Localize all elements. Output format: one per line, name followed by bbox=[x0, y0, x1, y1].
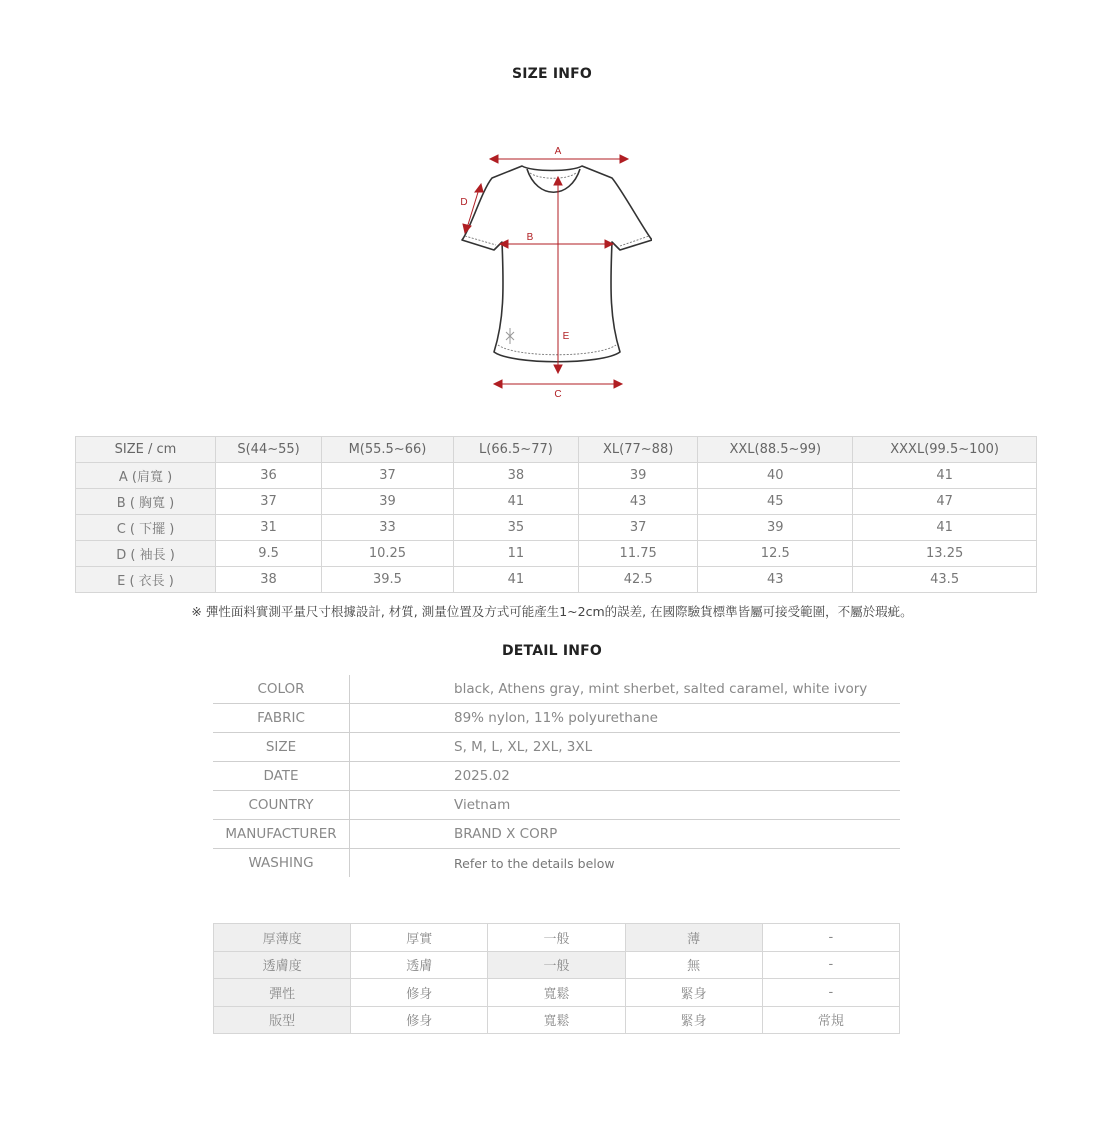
detail-value-manufacturer: BRAND X CORP bbox=[350, 820, 901, 849]
table-cell: 33 bbox=[322, 515, 454, 541]
detail-label-country: COUNTRY bbox=[213, 791, 350, 820]
table-cell: 37 bbox=[216, 489, 322, 515]
table-row bbox=[76, 567, 1037, 593]
fabric-option: 寬鬆 bbox=[488, 1006, 625, 1034]
fabric-option: 常規 bbox=[762, 1006, 899, 1034]
size-header-cell: XL(77~88) bbox=[579, 437, 698, 463]
size-table bbox=[75, 436, 1037, 593]
fabric-row-label: 透膚度 bbox=[214, 951, 351, 979]
table-cell: 37 bbox=[322, 463, 454, 489]
fabric-option: - bbox=[762, 951, 899, 979]
table-cell: 39 bbox=[698, 515, 853, 541]
detail-row bbox=[213, 791, 900, 820]
fabric-option: 修身 bbox=[351, 1006, 488, 1034]
detail-value-color: black, Athens gray, mint sherbet, salted caramel, white ivory bbox=[350, 675, 901, 704]
detail-row bbox=[213, 762, 900, 791]
table-cell: 39 bbox=[322, 489, 454, 515]
table-cell: 11 bbox=[453, 541, 578, 567]
table-cell: 42.5 bbox=[579, 567, 698, 593]
measure-e-arrow-bottom bbox=[554, 365, 562, 373]
table-cell: 43 bbox=[698, 567, 853, 593]
table-cell: 39 bbox=[579, 463, 698, 489]
fabric-row bbox=[214, 924, 900, 952]
detail-value-washing: Refer to the details below bbox=[454, 855, 615, 871]
table-cell: 39.5 bbox=[322, 567, 454, 593]
size-header-cell: SIZE / cm bbox=[76, 437, 216, 463]
fabric-option: 寬鬆 bbox=[488, 979, 625, 1007]
detail-row bbox=[213, 820, 900, 849]
table-cell: 9.5 bbox=[216, 541, 322, 567]
tshirt-outline bbox=[462, 166, 652, 362]
detail-row bbox=[213, 733, 900, 762]
table-cell: 43.5 bbox=[853, 567, 1037, 593]
label-a: A bbox=[554, 146, 562, 157]
fabric-option: 緊身 bbox=[625, 1006, 762, 1034]
logo-mark bbox=[506, 328, 514, 344]
fabric-row bbox=[214, 951, 900, 979]
detail-info-title: DETAIL INFO bbox=[501, 643, 603, 659]
measure-c-arrow-right bbox=[614, 380, 622, 388]
size-header-cell: S(44~55) bbox=[216, 437, 322, 463]
row-label: B ( 胸寬 ) bbox=[76, 489, 216, 515]
measure-c-arrow-left bbox=[494, 380, 502, 388]
table-cell: 36 bbox=[216, 463, 322, 489]
table-row bbox=[76, 515, 1037, 541]
table-cell: 41 bbox=[453, 567, 578, 593]
fabric-option: 厚實 bbox=[351, 924, 488, 952]
detail-row bbox=[213, 704, 900, 733]
detail-label-fabric: FABRIC bbox=[213, 704, 350, 733]
detail-row bbox=[213, 675, 900, 704]
detail-value-fabric: 89% nylon, 11% polyurethane bbox=[350, 704, 901, 733]
detail-label-washing: WASHING bbox=[213, 849, 350, 878]
fabric-row bbox=[214, 1006, 900, 1034]
size-header-cell: L(66.5~77) bbox=[453, 437, 578, 463]
label-c: C bbox=[554, 389, 562, 400]
row-label: E ( 衣長 ) bbox=[76, 567, 216, 593]
row-label: D ( 袖長 ) bbox=[76, 541, 216, 567]
label-d: D bbox=[460, 197, 468, 208]
table-row bbox=[76, 541, 1037, 567]
label-b: B bbox=[526, 232, 534, 243]
tshirt-measurement-diagram bbox=[452, 140, 652, 402]
table-cell: 35 bbox=[453, 515, 578, 541]
row-label: A (肩寬 ) bbox=[76, 463, 216, 489]
table-cell: 13.25 bbox=[853, 541, 1037, 567]
table-cell: 40 bbox=[698, 463, 853, 489]
fabric-row-label: 厚薄度 bbox=[214, 924, 351, 952]
fabric-row-label: 彈性 bbox=[214, 979, 351, 1007]
detail-label-color: COLOR bbox=[213, 675, 350, 704]
fabric-option: 緊身 bbox=[625, 979, 762, 1007]
fabric-option: 修身 bbox=[351, 979, 488, 1007]
size-info-title: SIZE INFO bbox=[511, 66, 593, 82]
table-cell: 45 bbox=[698, 489, 853, 515]
fabric-option: - bbox=[762, 979, 899, 1007]
row-label: C ( 下擺 ) bbox=[76, 515, 216, 541]
size-header-cell: XXXL(99.5~100) bbox=[853, 437, 1037, 463]
table-cell: 10.25 bbox=[322, 541, 454, 567]
detail-label-manufacturer: MANUFACTURER bbox=[213, 820, 350, 849]
table-cell: 41 bbox=[853, 463, 1037, 489]
table-cell: 11.75 bbox=[579, 541, 698, 567]
detail-label-size: SIZE bbox=[213, 733, 350, 762]
table-cell: 38 bbox=[216, 567, 322, 593]
measurement-note: ※ 彈性面料實測平量尺寸根據設計, 材質, 測量位置及方式可能產生1~2cm的誤差, 在國際驗貨標準皆屬可接受範圍，不屬於瑕疵。 bbox=[191, 604, 913, 619]
table-cell: 31 bbox=[216, 515, 322, 541]
fabric-properties-table bbox=[213, 923, 900, 1034]
table-cell: 12.5 bbox=[698, 541, 853, 567]
fabric-option: 一般 bbox=[488, 924, 625, 952]
detail-label-date: DATE bbox=[213, 762, 350, 791]
detail-value-country: Vietnam bbox=[350, 791, 901, 820]
fabric-option: 薄 bbox=[625, 924, 762, 952]
table-cell: 41 bbox=[453, 489, 578, 515]
table-row bbox=[76, 489, 1037, 515]
measure-d-arrow-top bbox=[475, 184, 483, 192]
fabric-option: 透膚 bbox=[351, 951, 488, 979]
table-cell: 41 bbox=[853, 515, 1037, 541]
size-table-header bbox=[76, 437, 1037, 463]
measure-b-arrow-left bbox=[500, 240, 508, 248]
fabric-option: - bbox=[762, 924, 899, 952]
detail-row bbox=[213, 849, 900, 878]
detail-value-date: 2025.02 bbox=[350, 762, 901, 791]
fabric-option: 無 bbox=[625, 951, 762, 979]
fabric-option: 一般 bbox=[488, 951, 625, 979]
table-cell: 47 bbox=[853, 489, 1037, 515]
measure-a-arrow-right bbox=[620, 155, 628, 163]
seam-stitches bbox=[465, 173, 649, 355]
table-row bbox=[76, 463, 1037, 489]
detail-table bbox=[213, 675, 900, 877]
table-cell: 37 bbox=[579, 515, 698, 541]
label-e: E bbox=[562, 331, 570, 342]
size-header-cell: M(55.5~66) bbox=[322, 437, 454, 463]
size-header-cell: XXL(88.5~99) bbox=[698, 437, 853, 463]
fabric-row bbox=[214, 979, 900, 1007]
measure-a-arrow-left bbox=[490, 155, 498, 163]
table-cell: 38 bbox=[453, 463, 578, 489]
table-cell: 43 bbox=[579, 489, 698, 515]
fabric-row-label: 版型 bbox=[214, 1006, 351, 1034]
detail-value-size: S, M, L, XL, 2XL, 3XL bbox=[350, 733, 901, 762]
